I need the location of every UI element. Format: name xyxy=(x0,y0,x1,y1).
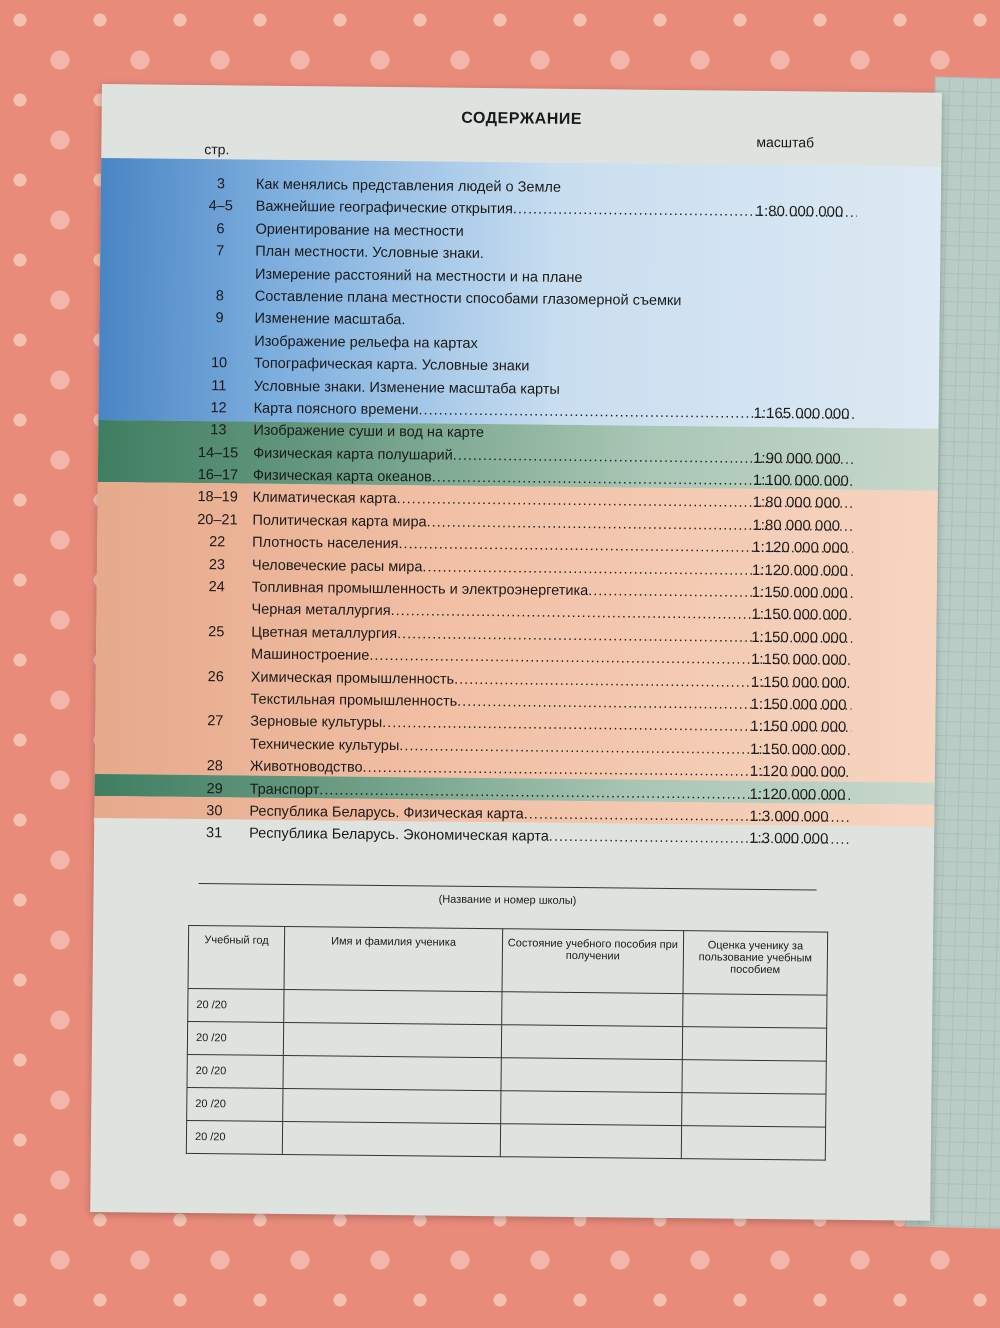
toc-scale: 1:150 000 000 xyxy=(751,583,848,602)
toc-scale: 1:100 000 000 xyxy=(752,471,849,490)
toc-title: Черная металлургия xyxy=(251,602,391,620)
column-header-condition: Состояние учебного пособия при получении xyxy=(502,929,684,994)
toc-page-number: 9 xyxy=(215,310,224,327)
toc-page-number: 10 xyxy=(210,355,228,372)
toc-page-number: 23 xyxy=(208,556,226,573)
school-year-cell: 20 /20 xyxy=(187,1087,283,1121)
toc-title: Ориентирование на местности xyxy=(255,221,464,240)
column-header-grade: Оценка ученику за пользование учебным пособием xyxy=(683,931,828,996)
toc-title: План местности. Условные знаки. xyxy=(255,243,484,263)
toc-title: Как менялись представления людей о Земле xyxy=(255,176,562,196)
toc-title: Технические культуры xyxy=(250,736,400,754)
toc-page-number: 14–15 xyxy=(197,444,239,462)
toc-scale: 1:80 000 000 xyxy=(752,516,841,535)
toc-title: Машиностроение xyxy=(250,646,370,665)
student-name-cell xyxy=(283,1055,501,1090)
toc-title: Политическая карта мира xyxy=(252,512,427,531)
toc-scale: 1:150 000 000 xyxy=(750,673,847,692)
grade-cell xyxy=(682,1060,827,1095)
toc-page-number: 30 xyxy=(206,803,223,820)
toc-page-number: 4–5 xyxy=(208,198,233,215)
condition-cell xyxy=(502,992,683,1027)
toc-title: Карта поясного времени xyxy=(253,400,419,419)
toc-title: Изображение суши и вод на карте xyxy=(253,422,485,442)
toc-title: Плотность населения xyxy=(252,534,399,553)
toc-title: Изменение масштаба. xyxy=(254,310,406,329)
toc-page-number: 3 xyxy=(216,176,226,193)
toc-scale: 1:165 000 000 xyxy=(753,404,850,423)
toc-title: Текстильная промышленность xyxy=(250,691,458,710)
page-title: СОДЕРЖАНИЕ xyxy=(461,109,583,129)
condition-cell xyxy=(501,1025,682,1060)
toc-scale: 1:80 000 000 xyxy=(752,494,841,513)
toc-title: Изображение рельефа на картах xyxy=(254,333,478,352)
toc-scale: 1:150 000 000 xyxy=(750,651,848,670)
toc-page-number: 29 xyxy=(206,780,223,797)
toc-scale: 1:80 000 000 xyxy=(755,203,844,222)
toc-page-number: 12 xyxy=(210,400,227,417)
toc-scale: 1:150 000 000 xyxy=(751,628,848,647)
toc-page-number: 24 xyxy=(208,579,225,596)
toc-page-number: 11 xyxy=(211,377,227,394)
scale-column-header: масштаб xyxy=(756,133,815,151)
toc-page-number: 31 xyxy=(205,825,223,842)
toc-scale: 1:120 000 000 xyxy=(749,762,846,781)
toc-page-number: 25 xyxy=(208,623,225,641)
grade-cell xyxy=(682,994,827,1029)
toc-title: Условные знаки. Изменение масштаба карты xyxy=(253,378,560,398)
toc-page-number: 26 xyxy=(207,668,224,685)
student-name-cell xyxy=(283,1022,501,1057)
toc-title: Транспорт xyxy=(249,781,320,798)
toc-page-number: 16–17 xyxy=(197,467,239,484)
toc-page-number: 13 xyxy=(210,422,227,439)
condition-cell xyxy=(501,1091,682,1126)
toc-scale: 1:150 000 000 xyxy=(750,695,847,714)
grade-cell xyxy=(682,1027,827,1062)
student-name-cell xyxy=(282,1121,500,1156)
toc-scale: 1:120 000 000 xyxy=(749,785,846,804)
toc-page-number: 20–21 xyxy=(197,511,238,529)
school-year-cell: 20 /20 xyxy=(186,1120,282,1154)
school-name-line xyxy=(199,883,817,890)
toc-scale: 1:120 000 000 xyxy=(752,539,849,558)
condition-cell xyxy=(500,1124,681,1159)
column-header-year: Учебный год xyxy=(188,925,285,989)
school-year-cell: 20 /20 xyxy=(187,1021,283,1055)
table-of-contents xyxy=(94,172,941,852)
toc-scale: 1:3 000 000 xyxy=(749,807,829,826)
grade-cell xyxy=(681,1126,826,1161)
toc-scale: 1:150 000 000 xyxy=(751,606,848,625)
toc-title: Зерновые культуры xyxy=(250,713,383,732)
toc-title: Человеческие расы мира xyxy=(251,557,423,576)
toc-scale: 1:3 000 000 xyxy=(749,830,829,848)
toc-title: Составление плана местности способами глазомерной съемки xyxy=(254,288,682,310)
toc-title: Республика Беларусь. Физическая карта xyxy=(249,803,524,823)
textbook-usage-table xyxy=(186,925,828,1161)
toc-page-number: 8 xyxy=(215,288,224,305)
toc-scale: 1:120 000 000 xyxy=(751,561,848,580)
toc-page-number: 27 xyxy=(207,713,224,730)
toc-page-number: 18–19 xyxy=(197,489,238,506)
student-name-cell xyxy=(284,989,502,1024)
page-column-header: стр. xyxy=(204,141,230,158)
toc-title: Измерение расстояний на местности и на плане xyxy=(254,266,583,286)
toc-title: Химическая промышленность xyxy=(250,669,455,688)
toc-title: Топливная промышленность и электроэнергетика xyxy=(251,579,589,600)
condition-cell xyxy=(501,1058,682,1093)
toc-title: Животноводство xyxy=(249,758,363,776)
toc-title: Республика Беларусь. Экономическая карта xyxy=(249,825,549,846)
student-name-cell xyxy=(283,1088,501,1123)
toc-page-number: 22 xyxy=(209,534,226,551)
school-year-cell: 20 /20 xyxy=(188,988,284,1022)
toc-title: Физическая карта океанов xyxy=(252,467,432,486)
toc-title: Важнейшие географические открытия xyxy=(255,199,513,218)
toc-title: Топографическая карта. Условные знаки xyxy=(253,355,530,375)
grade-cell xyxy=(681,1093,826,1128)
school-year-cell: 20 /20 xyxy=(187,1054,283,1088)
toc-title: Цветная металлургия xyxy=(251,624,398,642)
toc-page-number: 7 xyxy=(216,243,225,260)
toc-title: Физическая карта полушарий xyxy=(253,445,453,464)
table-row xyxy=(186,1120,825,1160)
toc-scale: 1:150 000 000 xyxy=(749,740,847,759)
toc-title: Климатическая карта xyxy=(252,490,397,508)
toc-page-number: 6 xyxy=(216,220,225,238)
atlas-page xyxy=(90,84,942,1221)
school-name-label: (Название и номер школы) xyxy=(438,893,577,908)
toc-scale: 1:90 000 000 xyxy=(753,449,841,468)
toc-scale: 1:150 000 000 xyxy=(750,718,847,737)
column-header-student: Имя и фамилия ученика xyxy=(284,926,502,991)
toc-page-number: 28 xyxy=(206,758,224,775)
